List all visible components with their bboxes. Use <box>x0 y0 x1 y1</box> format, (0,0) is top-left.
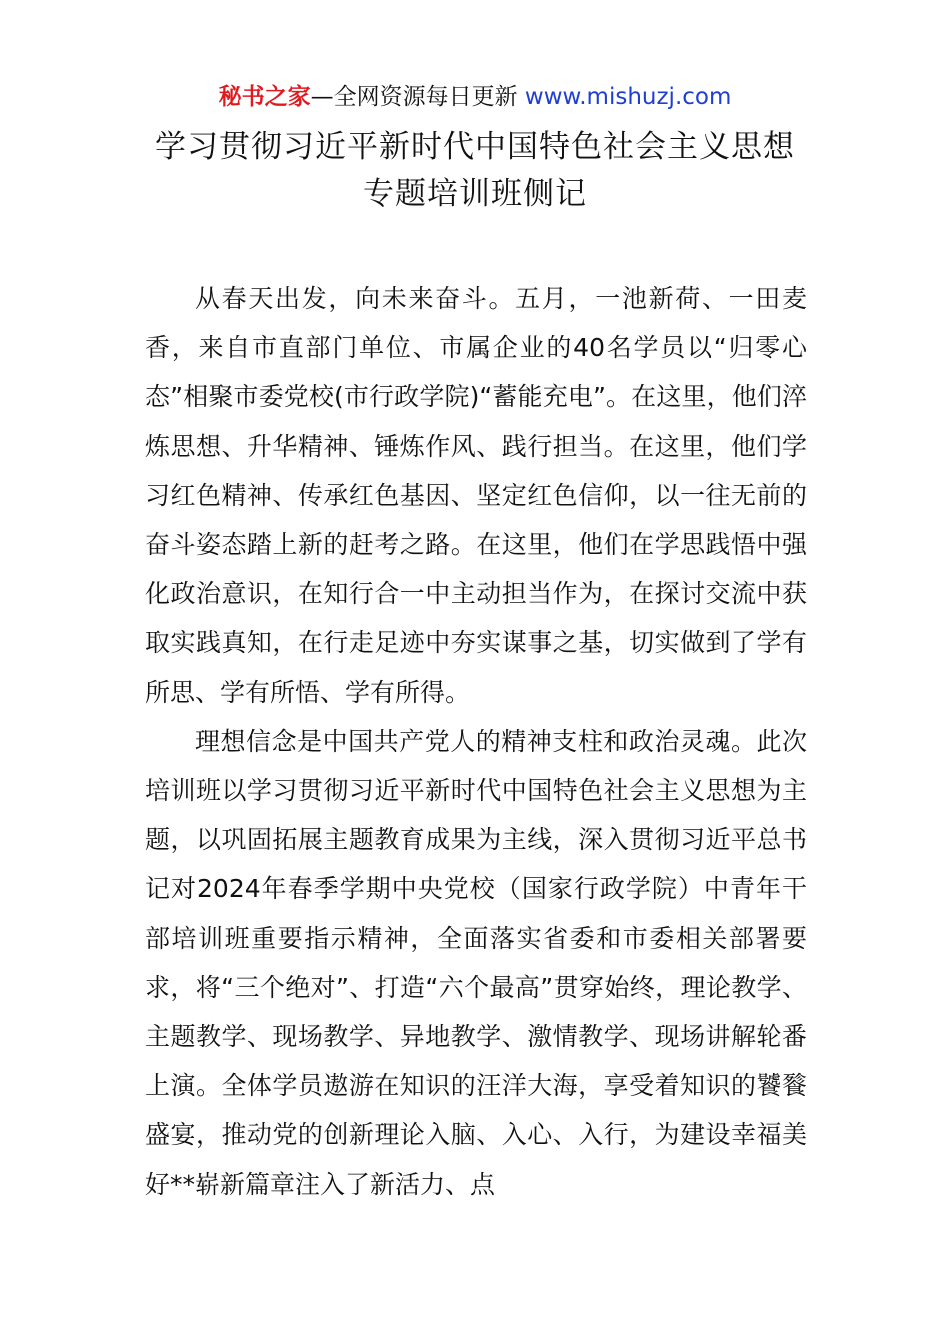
body-paragraph: 理想信念是中国共产党人的精神支柱和政治灵魂。此次培训班以学习贯彻习近平新时代中国特色社会主义思想为主题，以巩固拓展主题教育成果为主线，深入贯彻习近平总书记对2024年春季学期中央党校（国家行政学院）中青年干部培训班重要指示精神，全面落实省委和市委相关部署要求，将“三个绝对”、打造“六个最高”贯穿始终，理论教学、主题教学、现场教学、异地教学、激情教学、现场讲解轮番上演。全体学员遨游在知识的汪洋大海，享受着知识的饕餮盛宴，推动党的创新理论入脑、入心、入行，为建设幸福美好**崭新篇章注入了新活力、点 <box>145 726 807 1199</box>
document-body <box>145 274 807 1209</box>
site-header <box>0 80 950 114</box>
body-paragraph: 从春天出发，向未来奋斗。五月，一池新荷、一田麦香，来自市直部门单位、市属企业的40名学员以“归零心态”相聚市委党校(市行政学院)“蓄能充电”。在这里，他们淬炼思想、升华精神、锤炼作风、践行担当。在这里，他们学习红色精神、传承红色基因、坚定红色信仰，以一往无前的奋斗姿态踏上新的赶考之路。在这里，他们在学思践悟中强化政治意识，在知行合一中主动担当作为，在探讨交流中获取实践真知，在行走足迹中夯实谋事之基，切实做到了学有所思、学有所悟、学有所得。 <box>145 284 807 707</box>
title-line-1: 学习贯彻习近平新时代中国特色社会主义思想 <box>155 129 795 165</box>
header-tagline: —全网资源每日更新 <box>310 84 525 110</box>
title-line-2: 专题培训班侧记 <box>363 176 587 212</box>
document-title <box>0 124 950 218</box>
site-url: www.mishuzj.com <box>524 84 732 110</box>
brand-name: 秘书之家 <box>218 84 311 110</box>
